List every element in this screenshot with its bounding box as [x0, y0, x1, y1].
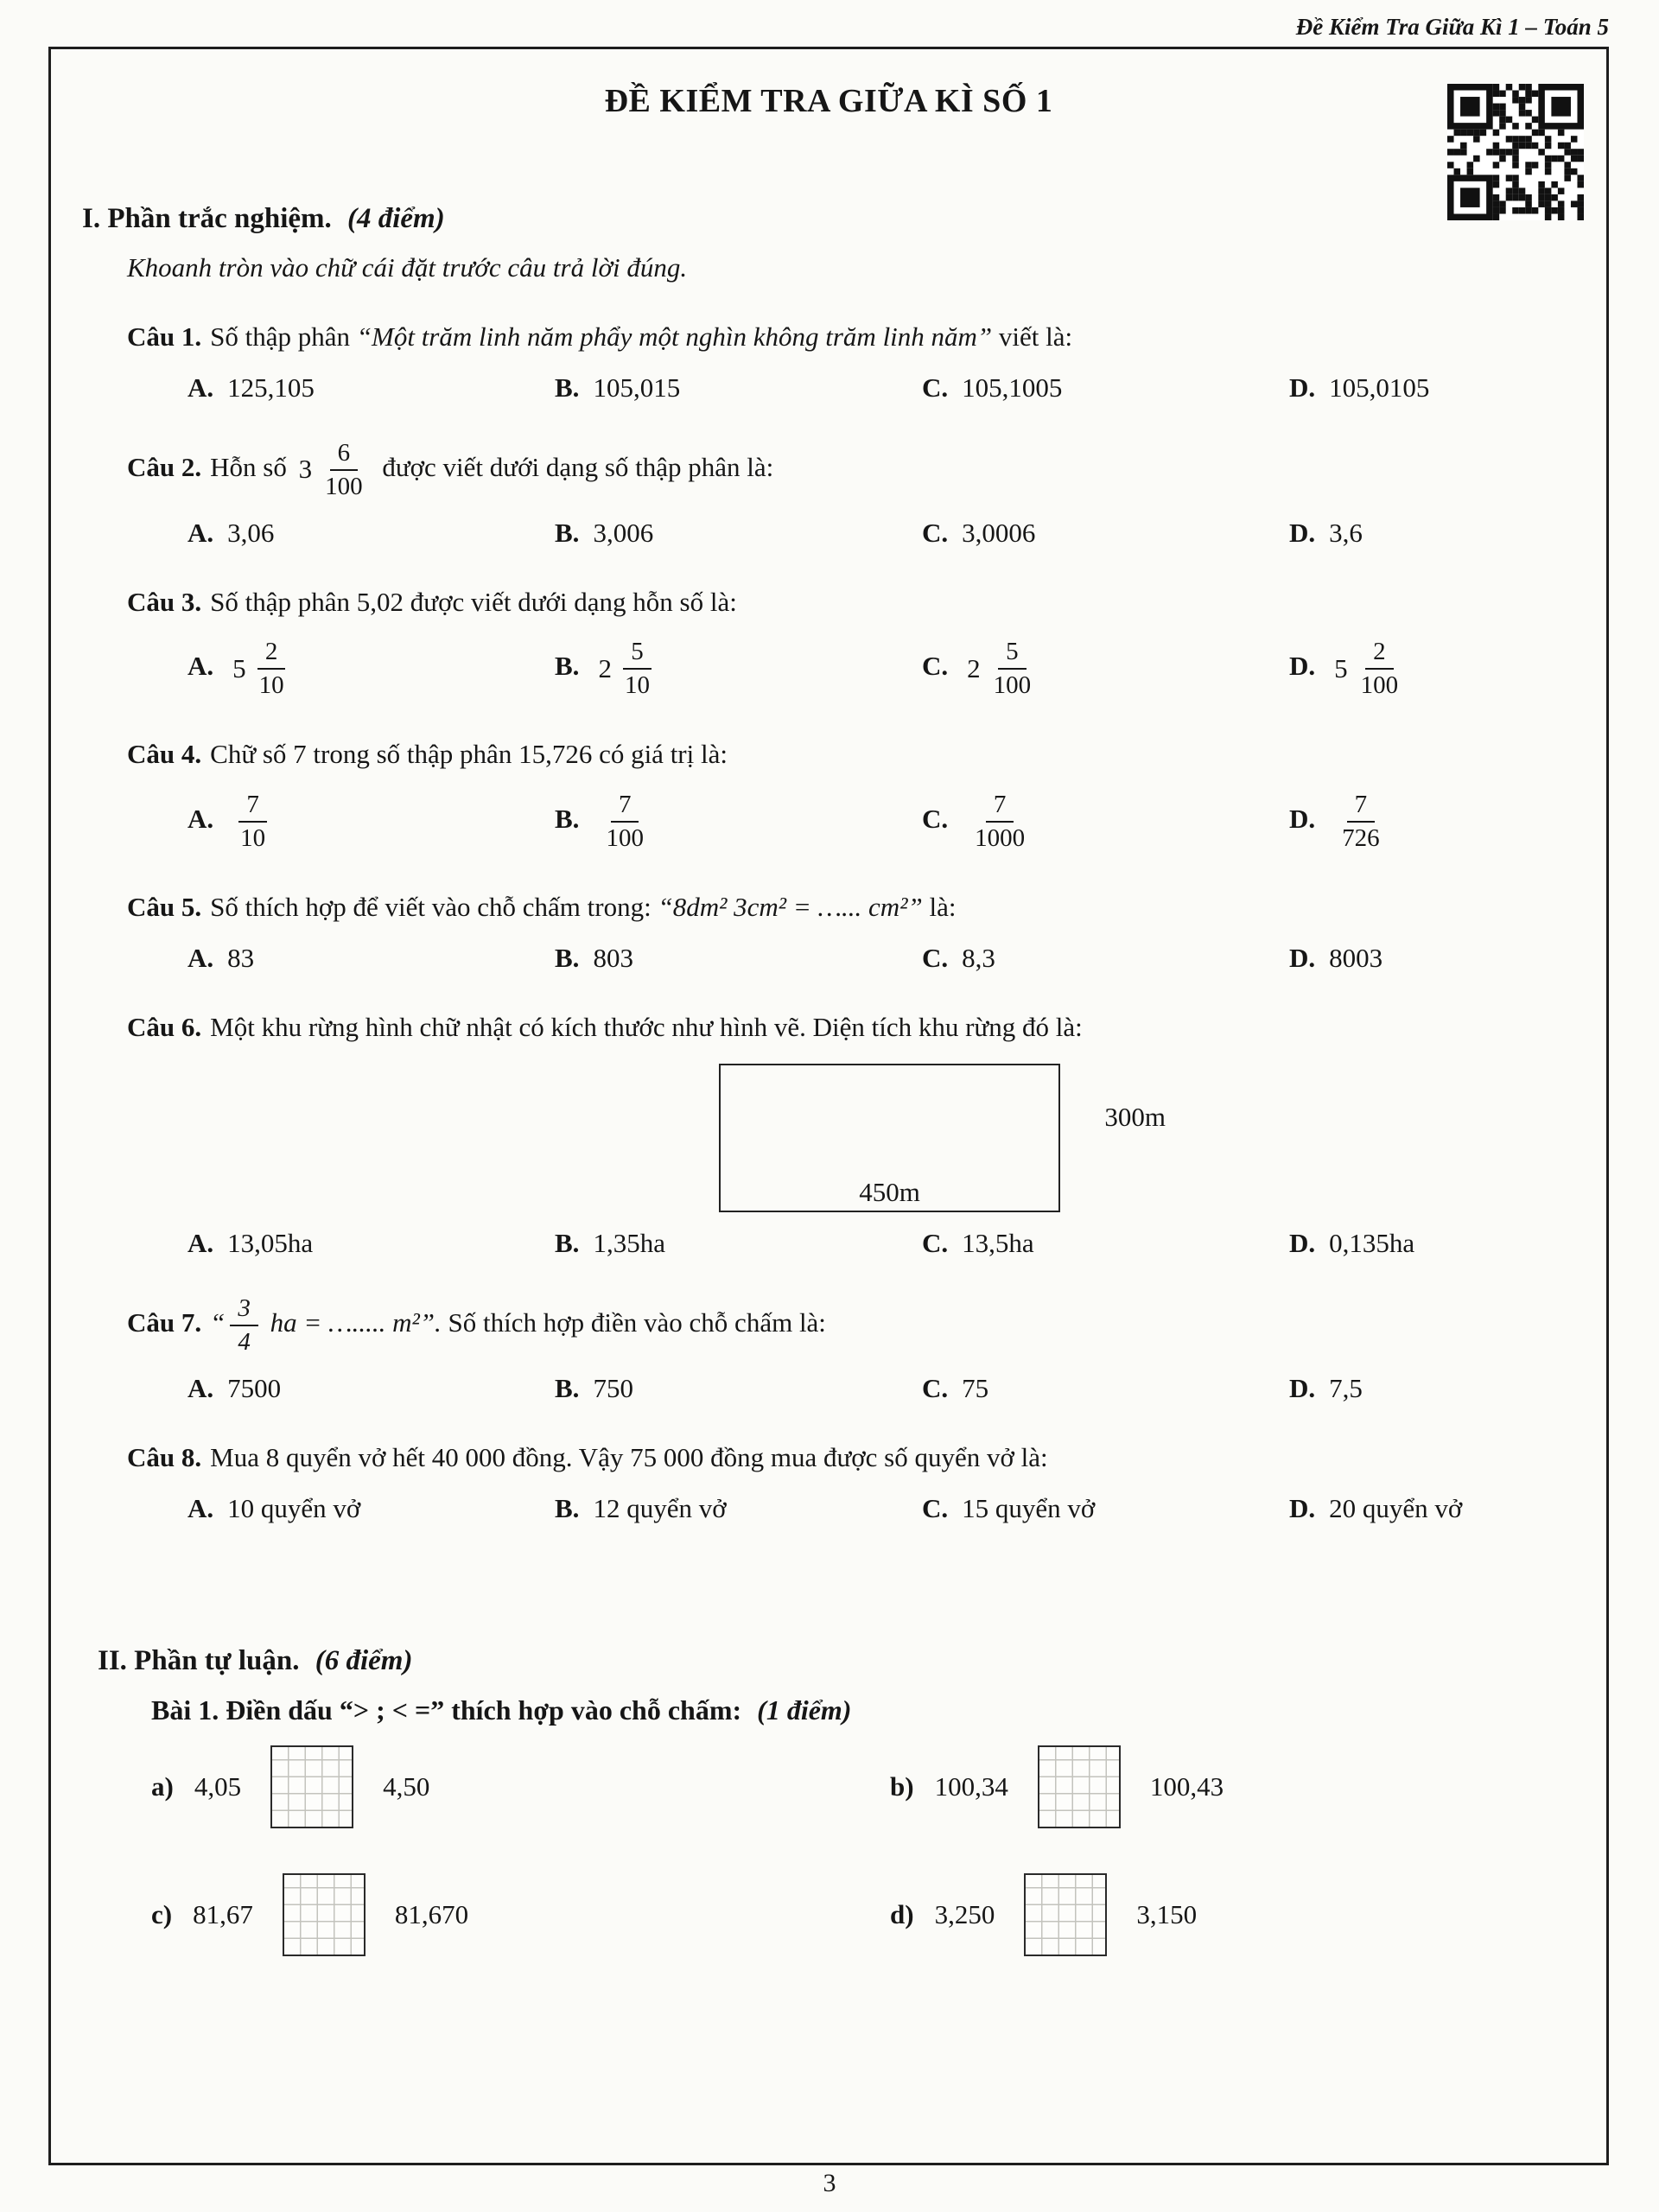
options-row — [188, 1228, 1575, 1259]
exercise1-item-a — [151, 1745, 890, 1828]
option-d — [1289, 637, 1575, 701]
text-segment: 3,6 — [1329, 517, 1363, 548]
mixed-number — [299, 438, 371, 502]
question-label: Câu 2. — [127, 451, 202, 482]
fraction — [598, 790, 652, 854]
mixed-number — [1334, 637, 1406, 701]
option-letter: B. — [555, 803, 580, 834]
option-c — [922, 518, 1289, 549]
whole-part: 3 — [298, 454, 313, 485]
option-letter: D. — [1289, 803, 1316, 834]
option-c — [922, 372, 1289, 404]
numerator: 2 — [1365, 637, 1394, 670]
option-b — [555, 637, 922, 701]
exercise1-item-b — [890, 1745, 1575, 1828]
fraction-stack — [232, 790, 273, 854]
question-label: Câu 5. — [127, 891, 202, 922]
item-key: b) — [890, 1771, 914, 1802]
denominator: 1000 — [975, 823, 1026, 852]
figure-height-label: 300m — [1104, 1102, 1166, 1133]
option-letter: C. — [922, 942, 949, 973]
left-value: 3,250 — [934, 1899, 995, 1929]
option-letter: B. — [555, 517, 580, 548]
mixed-number — [967, 637, 1039, 701]
fraction-stack — [230, 1294, 258, 1357]
text-segment: Số thích hợp điền vào chỗ chấm là: — [441, 1307, 826, 1338]
option-c — [922, 637, 1289, 701]
option-a — [188, 1373, 555, 1404]
option-letter: D. — [1289, 372, 1316, 403]
options-row — [188, 1493, 1575, 1524]
text-segment: Số thập phân 5,02 được viết dưới dạng hỗn số là: — [210, 586, 737, 617]
text-segment: 1,35ha — [593, 1228, 665, 1259]
left-value: 81,67 — [193, 1899, 253, 1929]
whole-part: 5 — [232, 653, 246, 684]
option-letter: C. — [922, 372, 949, 403]
exercise1-points: (1 điểm) — [757, 1694, 852, 1726]
fraction-stack — [251, 637, 292, 701]
figure-width-label: 450m — [859, 1177, 920, 1208]
question-text — [127, 735, 1575, 774]
right-value: 81,670 — [394, 1899, 469, 1929]
text-segment: 3,006 — [593, 517, 654, 548]
text-segment: “ — [210, 1307, 226, 1338]
option-letter: A. — [188, 517, 214, 548]
option-letter: B. — [555, 1373, 580, 1404]
option-letter: C. — [922, 517, 949, 548]
question-label: Câu 4. — [127, 739, 202, 770]
text-segment: 13,5ha — [962, 1228, 1034, 1259]
running-header: Đề Kiểm Tra Giữa Kì 1 – Toán 5 — [1295, 14, 1609, 40]
option-letter: D. — [1289, 1493, 1316, 1523]
text-segment: Mua 8 quyển vở hết 40 000 đồng. Vậy 75 000 đồng mua được số quyển vở là: — [210, 1442, 1048, 1473]
question-text — [127, 318, 1575, 357]
fraction-stack — [617, 637, 658, 701]
fraction — [232, 790, 273, 854]
option-b — [555, 790, 922, 854]
options-row — [188, 372, 1575, 404]
questions-container — [82, 318, 1575, 1524]
option-d — [1289, 518, 1575, 549]
exercise1-label — [151, 1694, 1575, 1726]
denominator: 100 — [1360, 671, 1399, 700]
option-d — [1289, 372, 1575, 404]
option-letter: A. — [188, 803, 214, 834]
section1-points: (4 điểm) — [347, 203, 445, 234]
right-value: 3,150 — [1136, 1899, 1198, 1929]
options-row — [188, 943, 1575, 974]
answer-box — [1038, 1745, 1121, 1828]
answer-box — [1024, 1873, 1107, 1956]
fraction — [1334, 790, 1388, 854]
whole-part: 2 — [967, 653, 981, 684]
option-b — [555, 1228, 922, 1259]
fraction-stack — [317, 438, 371, 502]
option-d — [1289, 943, 1575, 974]
denominator: 100 — [993, 671, 1032, 700]
option-letter: B. — [555, 372, 580, 403]
denominator: 726 — [1342, 823, 1380, 852]
rectangle-figure — [719, 1064, 1060, 1212]
option-b — [555, 943, 922, 974]
question-text — [127, 1294, 1575, 1357]
text-segment: 7,5 — [1329, 1373, 1363, 1404]
option-b — [555, 372, 922, 404]
option-letter: B. — [555, 942, 580, 973]
option-letter: D. — [1289, 942, 1316, 973]
option-letter: C. — [922, 1373, 949, 1404]
numerator: 7 — [986, 790, 1014, 823]
option-a — [188, 518, 555, 549]
fraction-stack — [598, 790, 652, 854]
option-b — [555, 1493, 922, 1524]
option-c — [922, 1493, 1289, 1524]
denominator: 10 — [258, 671, 284, 700]
text-segment: 15 quyển vở — [962, 1493, 1096, 1523]
option-letter: A. — [188, 372, 214, 403]
text-segment: 7500 — [227, 1373, 282, 1404]
text-segment: 750 — [593, 1373, 633, 1404]
option-a — [188, 372, 555, 404]
numerator: 7 — [238, 790, 267, 823]
numerator: 3 — [230, 1294, 258, 1326]
page-number: 3 — [823, 2169, 836, 2197]
text-segment: 803 — [593, 942, 633, 973]
option-letter: B. — [555, 1493, 580, 1523]
option-d — [1289, 1373, 1575, 1404]
denominator: 10 — [240, 823, 266, 852]
option-c — [922, 943, 1289, 974]
exercise1-items — [151, 1745, 1575, 1956]
option-a — [188, 1493, 555, 1524]
option-d — [1289, 1228, 1575, 1259]
left-value: 4,05 — [194, 1771, 242, 1802]
left-value: 100,34 — [934, 1771, 1008, 1802]
text-segment: 105,0105 — [1329, 372, 1430, 403]
denominator: 10 — [624, 671, 650, 700]
answer-box — [270, 1745, 353, 1828]
text-segment: 3,06 — [227, 517, 275, 548]
fraction-stack — [967, 790, 1033, 854]
numerator: 7 — [1347, 790, 1376, 823]
section1-heading — [82, 203, 1575, 235]
question-3 — [127, 583, 1575, 702]
option-a — [188, 1228, 555, 1259]
numerator: 7 — [611, 790, 639, 823]
text-segment: ha = …..... m²”. — [263, 1307, 442, 1338]
mixed-number — [598, 637, 658, 701]
answer-box — [283, 1873, 365, 1956]
text-segment: viết là: — [992, 321, 1073, 352]
question-text — [127, 583, 1575, 622]
question-4 — [127, 735, 1575, 854]
option-c — [922, 1228, 1289, 1259]
option-letter: C. — [922, 651, 949, 682]
text-segment: Hỗn số — [210, 451, 294, 482]
options-row — [188, 637, 1575, 701]
option-letter: A. — [188, 651, 214, 682]
option-letter: B. — [555, 1228, 580, 1259]
exercise1-item-d — [890, 1873, 1575, 1956]
option-letter: A. — [188, 1228, 214, 1259]
item-key: c) — [151, 1899, 173, 1929]
numerator: 5 — [998, 637, 1027, 670]
content-frame — [48, 47, 1609, 2165]
numerator: 6 — [330, 438, 359, 471]
text-segment: “Một trăm linh năm phẩy một nghìn không trăm linh năm” — [356, 321, 993, 352]
option-b — [555, 518, 922, 549]
exercise1-item-c — [151, 1873, 890, 1956]
text-segment: 83 — [227, 942, 255, 973]
options-row — [188, 790, 1575, 854]
question-7 — [127, 1294, 1575, 1404]
text-segment: 12 quyển vở — [593, 1493, 727, 1523]
question-5 — [127, 888, 1575, 974]
right-value: 100,43 — [1149, 1771, 1224, 1802]
option-letter: D. — [1289, 517, 1316, 548]
option-d — [1289, 1493, 1575, 1524]
text-segment: “8dm² 3cm² = …... cm²” — [658, 891, 923, 922]
question-label: Câu 7. — [127, 1307, 202, 1338]
denominator: 100 — [325, 472, 363, 500]
option-letter: A. — [188, 942, 214, 973]
option-letter: C. — [922, 1228, 949, 1259]
text-segment: Số thích hợp để viết vào chỗ chấm trong: — [210, 891, 658, 922]
question-label: Câu 6. — [127, 1011, 202, 1042]
question-8 — [127, 1439, 1575, 1524]
option-letter: A. — [188, 1493, 214, 1523]
page-title: ĐỀ KIỂM TRA GIỮA KÌ SỐ 1 — [604, 83, 1053, 119]
option-d — [1289, 790, 1575, 854]
question-2 — [127, 438, 1575, 549]
text-segment: Một khu rừng hình chữ nhật có kích thước như hình vẽ. Diện tích khu rừng đó là: — [210, 1011, 1083, 1042]
fraction — [967, 790, 1033, 854]
option-letter: D. — [1289, 1228, 1316, 1259]
option-b — [555, 1373, 922, 1404]
option-letter: D. — [1289, 1373, 1316, 1404]
figure-wrap — [719, 1064, 1166, 1212]
question-1 — [127, 318, 1575, 404]
question-text — [127, 888, 1575, 927]
section2-points: (6 điểm) — [315, 1645, 413, 1676]
option-c — [922, 1373, 1289, 1404]
text-segment: Số thập phân — [210, 321, 357, 352]
item-key: a) — [151, 1771, 174, 1802]
option-a — [188, 637, 555, 701]
option-letter: A. — [188, 1373, 214, 1404]
option-letter: C. — [922, 803, 949, 834]
option-letter: C. — [922, 1493, 949, 1523]
text-segment: 20 quyển vở — [1329, 1493, 1463, 1523]
section1-instruction: Khoanh tròn vào chữ cái đặt trước câu trả lời đúng. — [127, 252, 688, 283]
fraction-stack — [1353, 637, 1407, 701]
text-segment: được viết dưới dạng số thập phân là: — [375, 451, 774, 482]
option-c — [922, 790, 1289, 854]
whole-part: 5 — [1334, 653, 1348, 684]
text-segment: 3,0006 — [962, 517, 1036, 548]
question-label: Câu 1. — [127, 321, 202, 352]
text-segment: 105,1005 — [962, 372, 1063, 403]
option-a — [188, 790, 555, 854]
question-text — [127, 438, 1575, 502]
question-6 — [127, 1008, 1575, 1260]
fraction — [230, 1294, 258, 1357]
question-text — [127, 1439, 1575, 1478]
text-segment: là: — [922, 891, 957, 922]
text-segment: 0,135ha — [1329, 1228, 1415, 1259]
text-segment: 105,015 — [593, 372, 681, 403]
option-letter: B. — [555, 651, 580, 682]
text-segment: 75 — [962, 1373, 989, 1404]
whole-part: 2 — [598, 653, 612, 684]
text-segment: 125,105 — [227, 372, 315, 403]
section2-heading — [98, 1645, 1575, 1677]
numerator: 2 — [257, 637, 286, 670]
question-text — [127, 1008, 1575, 1047]
mixed-number — [232, 637, 292, 701]
text-segment: 8,3 — [962, 942, 995, 973]
numerator: 5 — [623, 637, 652, 670]
option-letter: D. — [1289, 651, 1316, 682]
exercise1-label-text: Bài 1. Điền dấu “> ; < =” thích hợp vào chỗ chấm: — [151, 1694, 742, 1726]
question-label: Câu 8. — [127, 1442, 202, 1473]
text-segment: 10 quyển vở — [227, 1493, 361, 1523]
section1-heading-text: I. Phần trắc nghiệm. — [82, 203, 332, 234]
fraction-stack — [1334, 790, 1388, 854]
qr-code — [1447, 84, 1584, 220]
denominator: 4 — [238, 1328, 251, 1357]
options-row — [188, 1373, 1575, 1404]
section2-heading-text: II. Phần tự luận. — [98, 1645, 300, 1676]
right-value: 4,50 — [383, 1771, 430, 1802]
options-row — [188, 518, 1575, 549]
text-segment: 8003 — [1329, 942, 1383, 973]
question-label: Câu 3. — [127, 586, 202, 617]
option-a — [188, 943, 555, 974]
text-segment: Chữ số 7 trong số thập phân 15,726 có giá trị là: — [210, 739, 728, 770]
text-segment: 13,05ha — [227, 1228, 314, 1259]
fraction-stack — [986, 637, 1039, 701]
denominator: 100 — [606, 823, 644, 852]
item-key: d) — [890, 1899, 914, 1929]
